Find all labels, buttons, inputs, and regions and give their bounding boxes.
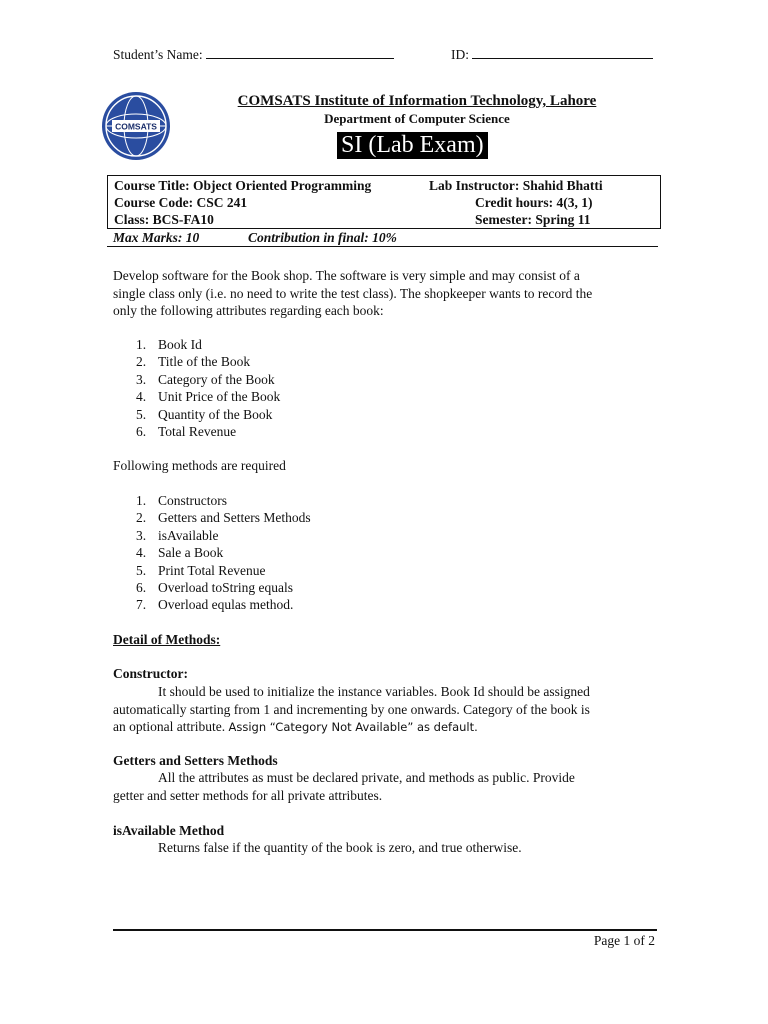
semester: Semester: Spring 11 <box>475 212 591 227</box>
isavailable-line-1: Returns false if the quantity of the book is zero, and true otherwise. <box>158 840 522 855</box>
list-item: 1. Book Id <box>136 337 202 352</box>
getters-line-1: All the attributes as must be declared private, and methods as public. Provide <box>158 770 575 785</box>
list-item: 5. Quantity of the Book <box>136 406 273 422</box>
institute-title <box>172 92 662 110</box>
id-blank <box>472 45 653 59</box>
list-item: 3. Category of the Book <box>136 371 275 387</box>
student-name-label: Student’s Name: <box>113 47 203 62</box>
id-label: ID: <box>451 47 469 62</box>
isavailable-heading: isAvailable Method <box>113 823 225 838</box>
methods-intro: Following methods are required <box>113 458 286 473</box>
lab-instructor: Lab Instructor: Shahid Bhatti <box>429 178 603 193</box>
list-item: 3. isAvailable <box>136 527 219 543</box>
course-code: Course Code: CSC 241 <box>114 195 248 210</box>
constructor-paragraph <box>113 683 653 737</box>
id-row <box>451 45 653 63</box>
list-item: 6. Total Revenue <box>136 424 237 440</box>
constructor-line-3: an optional attribute. Assign “Category Not Available” as default. <box>113 719 478 734</box>
getters-heading: Getters and Setters Methods <box>113 753 278 768</box>
attributes-list <box>136 336 280 440</box>
footer-divider <box>113 929 657 931</box>
institute-name: COMSATS Institute of Information Technology, Lahore <box>237 93 597 109</box>
exam-title: SI (Lab Exam) <box>337 132 488 159</box>
class-info: Class: BCS-FA10 <box>114 212 214 227</box>
constructor-heading: Constructor: <box>113 666 188 681</box>
student-name-blank <box>206 45 394 59</box>
list-item: 7. Overload equlas method. <box>136 597 294 613</box>
student-name-row <box>113 45 394 63</box>
getters-line-2: getter and setter methods for all private attributes. <box>113 787 383 803</box>
contribution: Contribution in final: 10% <box>248 230 397 245</box>
marks-underline <box>107 246 658 247</box>
intro-line-1: Develop software for the Book shop. The software is very simple and may consist of a <box>113 268 580 283</box>
comsats-logo <box>101 91 171 161</box>
getters-paragraph <box>113 769 653 804</box>
max-marks: Max Marks: 10 <box>113 230 200 245</box>
intro-line-2: single class only (i.e. no need to write the test class). The shopkeeper wants to record the <box>113 285 593 301</box>
list-item: 6. Overload toString equals <box>136 580 293 596</box>
intro-paragraph <box>113 267 653 320</box>
list-item: 1. Constructors <box>136 493 227 508</box>
course-info-box <box>107 175 661 229</box>
list-item: 4. Unit Price of the Book <box>136 389 281 405</box>
constructor-line-2: automatically starting from 1 and incrementing by one onwards. Category of the book is <box>113 701 590 717</box>
details-heading: Detail of Methods: <box>113 632 221 647</box>
methods-list <box>136 492 311 614</box>
page-number: Page 1 of 2 <box>593 933 655 948</box>
isavailable-paragraph <box>113 839 653 857</box>
logo-text: COMSATS <box>115 121 157 132</box>
course-title: Course Title: Object Oriented Programming <box>114 178 372 193</box>
list-item: 4. Sale a Book <box>136 545 224 561</box>
list-item: 5. Print Total Revenue <box>136 562 266 578</box>
list-item: 2. Title of the Book <box>136 354 251 370</box>
constructor-line-1: It should be used to initialize the instance variables. Book Id should be assigned <box>158 684 590 699</box>
intro-line-3: only the following attributes regarding each book: <box>113 303 384 318</box>
list-item: 2. Getters and Setters Methods <box>136 510 311 526</box>
credit-hours: Credit hours: 4(3, 1) <box>475 195 593 210</box>
department-title: Department of Computer Science <box>324 111 510 126</box>
